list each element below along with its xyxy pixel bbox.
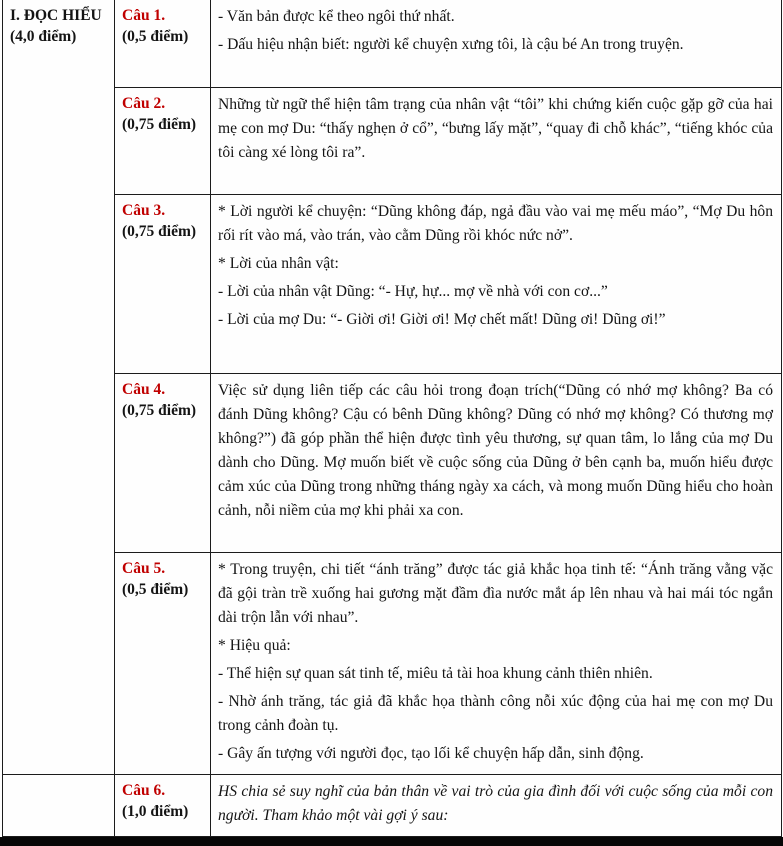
table-row: [3, 88, 782, 195]
table-row: [3, 195, 782, 374]
question-cell: [115, 88, 211, 195]
answer-paragraph: - Lời của mợ Du: “- Giời ơi! Giời ơi! Mợ chết mất! Dũng ơi! Dũng ơi!”: [218, 311, 666, 328]
question-number: Câu 2.: [122, 95, 166, 112]
answer-paragraph: * Hiệu quả:: [218, 637, 291, 654]
section-header-cell: [3, 0, 115, 775]
answer-paragraph: - Lời của nhân vật Dũng: “- Hự, hự... mợ về nhà với con cơ...”: [218, 283, 608, 300]
answer-paragraph: HS chia sẻ suy nghĩ của bản thân về vai trò của gia đình đối với cuộc sống của mỗi con người. Tham khảo một vài gợi ý sau:: [218, 783, 773, 824]
answer-paragraph: - Thể hiện sự quan sát tinh tế, miêu tả tài hoa khung cảnh thiên nhiên.: [218, 665, 653, 682]
table-row: [3, 374, 782, 553]
question-points: (0,75 điểm): [122, 116, 197, 133]
question-points: (1,0 điểm): [122, 803, 189, 820]
answer-paragraph: * Lời người kể chuyện: “Dũng không đáp, ngả đầu vào vai mẹ mếu máo”, “Mợ Du hôn rối rít vào má, vào trán, vào cằm Dũng rồi khóc nức nở”.: [218, 203, 773, 244]
question-cell: [115, 775, 211, 837]
section-title: I. ĐỌC HIỂU: [10, 7, 102, 24]
question-cell: [115, 0, 211, 88]
question-number: Câu 4.: [122, 381, 166, 398]
table-row: [3, 0, 782, 88]
answer-paragraph: - Gây ấn tượng với người đọc, tạo lối kể chuyện hấp dẫn, sinh động.: [218, 745, 644, 762]
question-cell: [115, 553, 211, 775]
page-edge-bar: [0, 837, 783, 846]
question-points: (0,75 điểm): [122, 223, 197, 240]
empty-cell: [3, 775, 115, 837]
section-points: (4,0 điểm): [10, 28, 77, 45]
question-cell: [115, 374, 211, 553]
question-points: (0,75 điểm): [122, 402, 197, 419]
table-row: [3, 775, 782, 837]
question-points: (0,5 điểm): [122, 581, 189, 598]
answer-paragraph: - Nhờ ánh trăng, tác giả đã khắc họa thành công nỗi xúc động của hai mẹ con mợ Du trong cảnh đoàn tụ.: [218, 693, 773, 734]
question-number: Câu 3.: [122, 202, 166, 219]
question-number: Câu 6.: [122, 782, 166, 799]
answer-cell: [211, 0, 782, 88]
answer-cell: [211, 195, 782, 374]
answer-paragraph: - Văn bản được kể theo ngôi thứ nhất.: [218, 8, 455, 25]
question-number: Câu 5.: [122, 560, 166, 577]
answer-cell: [211, 88, 782, 195]
answer-cell: [211, 553, 782, 775]
answer-cell: [211, 374, 782, 553]
table-row: [3, 553, 782, 775]
answer-paragraph: - Dấu hiệu nhận biết: người kể chuyện xưng tôi, là cậu bé An trong truyện.: [218, 36, 684, 53]
answer-paragraph: Những từ ngữ thể hiện tâm trạng của nhân vật “tôi” khi chứng kiến cuộc gặp gỡ của hai mẹ con mợ Du: “thấy nghẹn ở cổ”, “bưng lấy mặt”, “quay đi chỗ khác”, “tiếng khóc của tôi càng xé lòng tôi ra”.: [218, 96, 773, 161]
answer-cell: [211, 775, 782, 837]
question-points: (0,5 điểm): [122, 28, 189, 45]
answer-paragraph: * Lời của nhân vật:: [218, 255, 339, 272]
answer-paragraph: Việc sử dụng liên tiếp các câu hỏi trong đoạn trích(“Dũng có nhớ mợ không? Ba có đánh Dũng không? Cậu có bênh Dũng không? Dũng có nhớ mợ không? Có thương mợ không?”) đã góp phần thể hiện được tình yêu thương, sự quan tâm, lo lắng của mợ Du dành cho Dũng. Mợ muốn biết về cuộc sống của Dũng ở bên cạnh ba, muốn hiểu được cảm xúc của Dũng trong những tháng ngày xa cách, và mong muốn Dũng hiểu cho hoàn cảnh, nỗi niềm của mợ khi phải xa con.: [218, 382, 773, 519]
question-number: Câu 1.: [122, 7, 166, 24]
question-cell: [115, 195, 211, 374]
answer-key-table: [2, 0, 782, 837]
answer-paragraph: * Trong truyện, chi tiết “ánh trăng” được tác giả khắc họa tinh tế: “Ánh trăng vằng vặc đã gội tràn trề xuống hai gương mặt đầm đìa nước mắt áp lên nhau và hai mái tóc ngắn dài trộn lẫn với nhau”.: [218, 561, 773, 626]
